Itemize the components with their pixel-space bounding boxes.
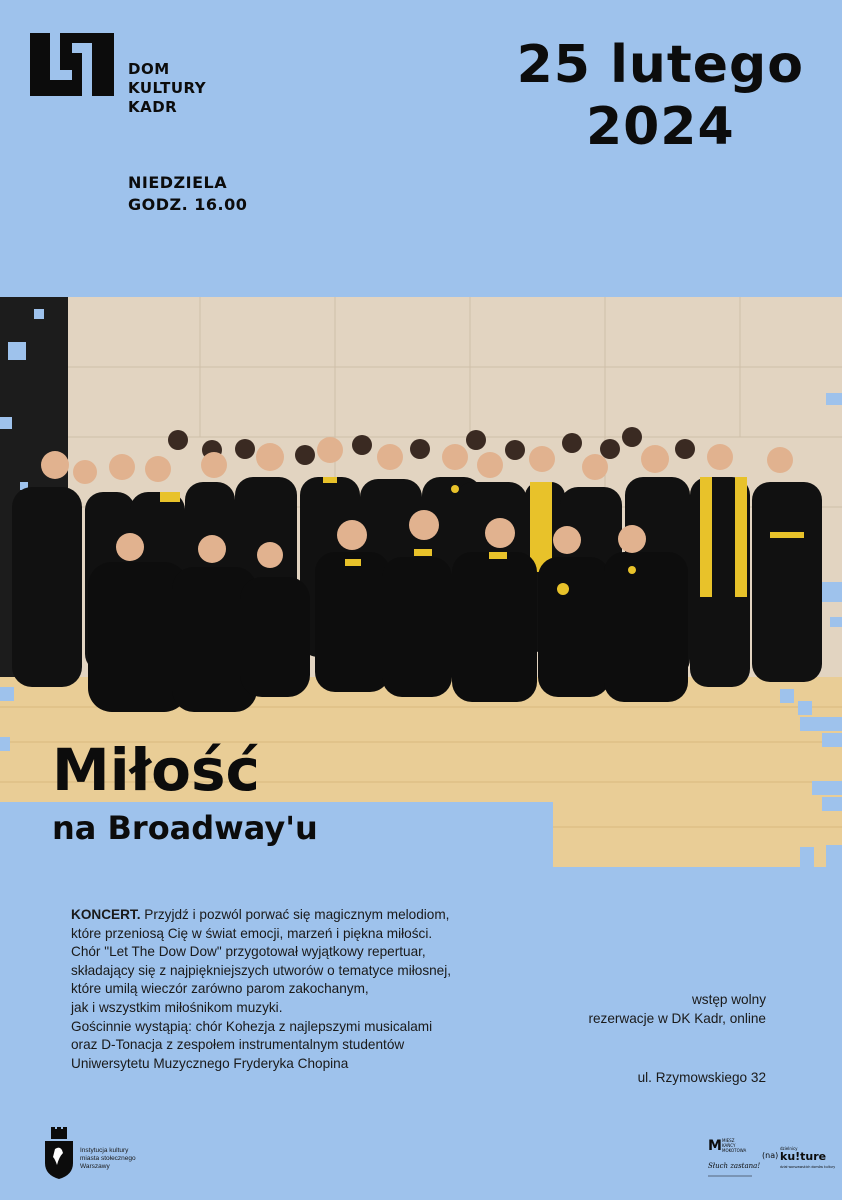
event-date <box>517 34 804 158</box>
svg-text:MOKOTOWA: MOKOTOWA <box>722 1148 747 1153</box>
concert-description <box>71 906 521 1073</box>
event-date-year: 2024 <box>585 97 735 157</box>
svg-text:dzielnicy: dzielnicy <box>780 1146 798 1151</box>
warsaw-crest-icon <box>43 1127 75 1179</box>
institution-line-1: Instytucja kultury <box>80 1147 129 1154</box>
description-line <box>71 906 521 925</box>
description-line: oraz D-Tonacja z zespołem instrumentalnym studentów <box>71 1037 405 1053</box>
description-first-line: Przyjdź i pozwól porwać się magicznym melodiom, <box>140 907 450 922</box>
description-line: Chór "Let The Dow Dow" przygotował wyjątkowy repertuar, <box>71 944 426 960</box>
svg-text:ku!ture: ku!ture <box>780 1150 827 1163</box>
organizer-line-2: KULTURY <box>128 79 207 97</box>
venue-address: ul. Rzymowskiego 32 <box>637 1070 766 1085</box>
event-time: GODZ. 16.00 <box>128 195 248 214</box>
organizer-line-3: KADR <box>128 98 178 116</box>
description-line: które umilą wieczór zarówno parom zakochanym, <box>71 981 369 997</box>
entry-info: wstęp wolny <box>691 992 766 1007</box>
svg-text:dział warszawskich domów kultu: dział warszawskich domów kultury <box>780 1165 836 1169</box>
description-line: Gościnnie wystąpią: chór Kohezja z najlepszymi musicalami <box>71 1018 433 1034</box>
description-line: jak i wszystkim miłośnikom muzyki. <box>71 999 283 1015</box>
svg-text:Słuch zastana!: Słuch zastana! <box>708 1162 761 1170</box>
svg-text:MIESZ: MIESZ <box>722 1138 735 1143</box>
institution-line-2: miasta stołecznego <box>80 1155 136 1162</box>
institution-text <box>80 1147 136 1171</box>
organizer-line-1: DOM <box>128 60 170 78</box>
description-line: składający się z najpiękniejszych utworów o tematyce miłosnej, <box>71 962 452 978</box>
concert-title: Miłość <box>52 736 260 804</box>
dom-kultury-kadr-logo-icon <box>30 33 114 96</box>
svg-text:(na): (na) <box>762 1151 779 1160</box>
description-line: które przeniosą Cię w świat emocji, marzeń i piękna miłości. <box>71 925 433 941</box>
event-when <box>128 172 247 216</box>
event-date-day-month: 25 lutego <box>516 35 804 95</box>
description-line: Uniwersytetu Muzycznego Fryderyka Chopina <box>71 1055 349 1071</box>
description-lead: KONCERT. <box>71 907 141 922</box>
concert-subtitle: na Broadway'u <box>52 809 318 847</box>
svg-text:KAŃCY: KAŃCY <box>722 1143 736 1148</box>
event-info <box>588 990 766 1028</box>
reservation-info: rezerwacje w DK Kadr, online <box>588 1011 766 1026</box>
svg-text:M: M <box>708 1138 722 1154</box>
institution-line-3: Warszawy <box>80 1163 110 1170</box>
nakulture-logo-icon <box>762 1144 836 1174</box>
mieszkancy-mokotowa-logo-icon <box>706 1136 761 1180</box>
event-weekday: NIEDZIELA <box>128 173 228 192</box>
organizer-name <box>128 60 206 117</box>
